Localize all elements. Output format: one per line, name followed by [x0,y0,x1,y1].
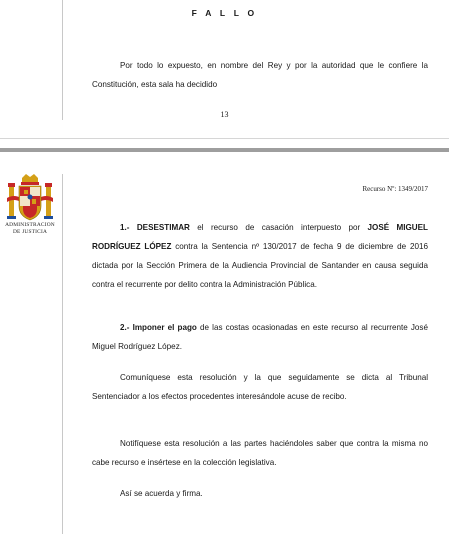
administracion-justicia-label [0,222,60,235]
intro-paragraph: Por todo lo expuesto, en nombre del Rey y por la autoridad que le confiere la Constitución, esta sala ha decidido [92,61,428,89]
ruling-paragraph-1 [92,218,428,294]
emblem-label-line1: ADMINISTRACION [5,222,55,228]
closing-paragraph: Así se acuerda y firma. [120,489,203,498]
ruling-paragraph-2 [92,318,428,356]
margin-line [62,174,63,534]
bottom-page [0,152,449,534]
coat-of-arms-icon [4,172,56,226]
ruling-2-lead: 2.- Imponer el pago [120,323,197,332]
notification-paragraph: Notifíquese esta resolución a las partes haciéndoles saber que contra la misma no cabe recurso e insértese en la colección legislativa. [92,439,428,467]
recurso-number: Recurso Nº: 1349/2017 [362,185,428,193]
communication-paragraph: Comuníquese esta resolución y la que seguidamente se dicta al Tribunal Sentenciador a los efectos procedentes interesándole acuse de recibo. [92,373,428,401]
emblem-label-line2: DE JUSTICIA [12,228,48,235]
margin-line [62,0,63,120]
ruling-1-mid: el recurso de casación interpuesto por [189,223,368,232]
page-number: 13 [220,110,229,119]
ruling-1-lead: 1.- DESESTIMAR [120,223,190,232]
fallo-heading: F A L L O [191,8,258,18]
ruling-1-rest: contra la Sentencia nº 130/2017 de fecha 9 de diciembre de 2016 dictada por la Sección Primera de la Audiencia Provincial de Santander en causa seguida contra el recurrente por delito contra la Administración Pública. [92,242,428,289]
top-page [0,0,449,138]
ruling-2-rest: de las costas ocasionadas en este recurso al recurrente José Miguel Rodríguez López. [92,323,428,351]
appellant-name: JOSÉ MIGUEL RODRÍGUEZ LÓPEZ [92,223,428,251]
